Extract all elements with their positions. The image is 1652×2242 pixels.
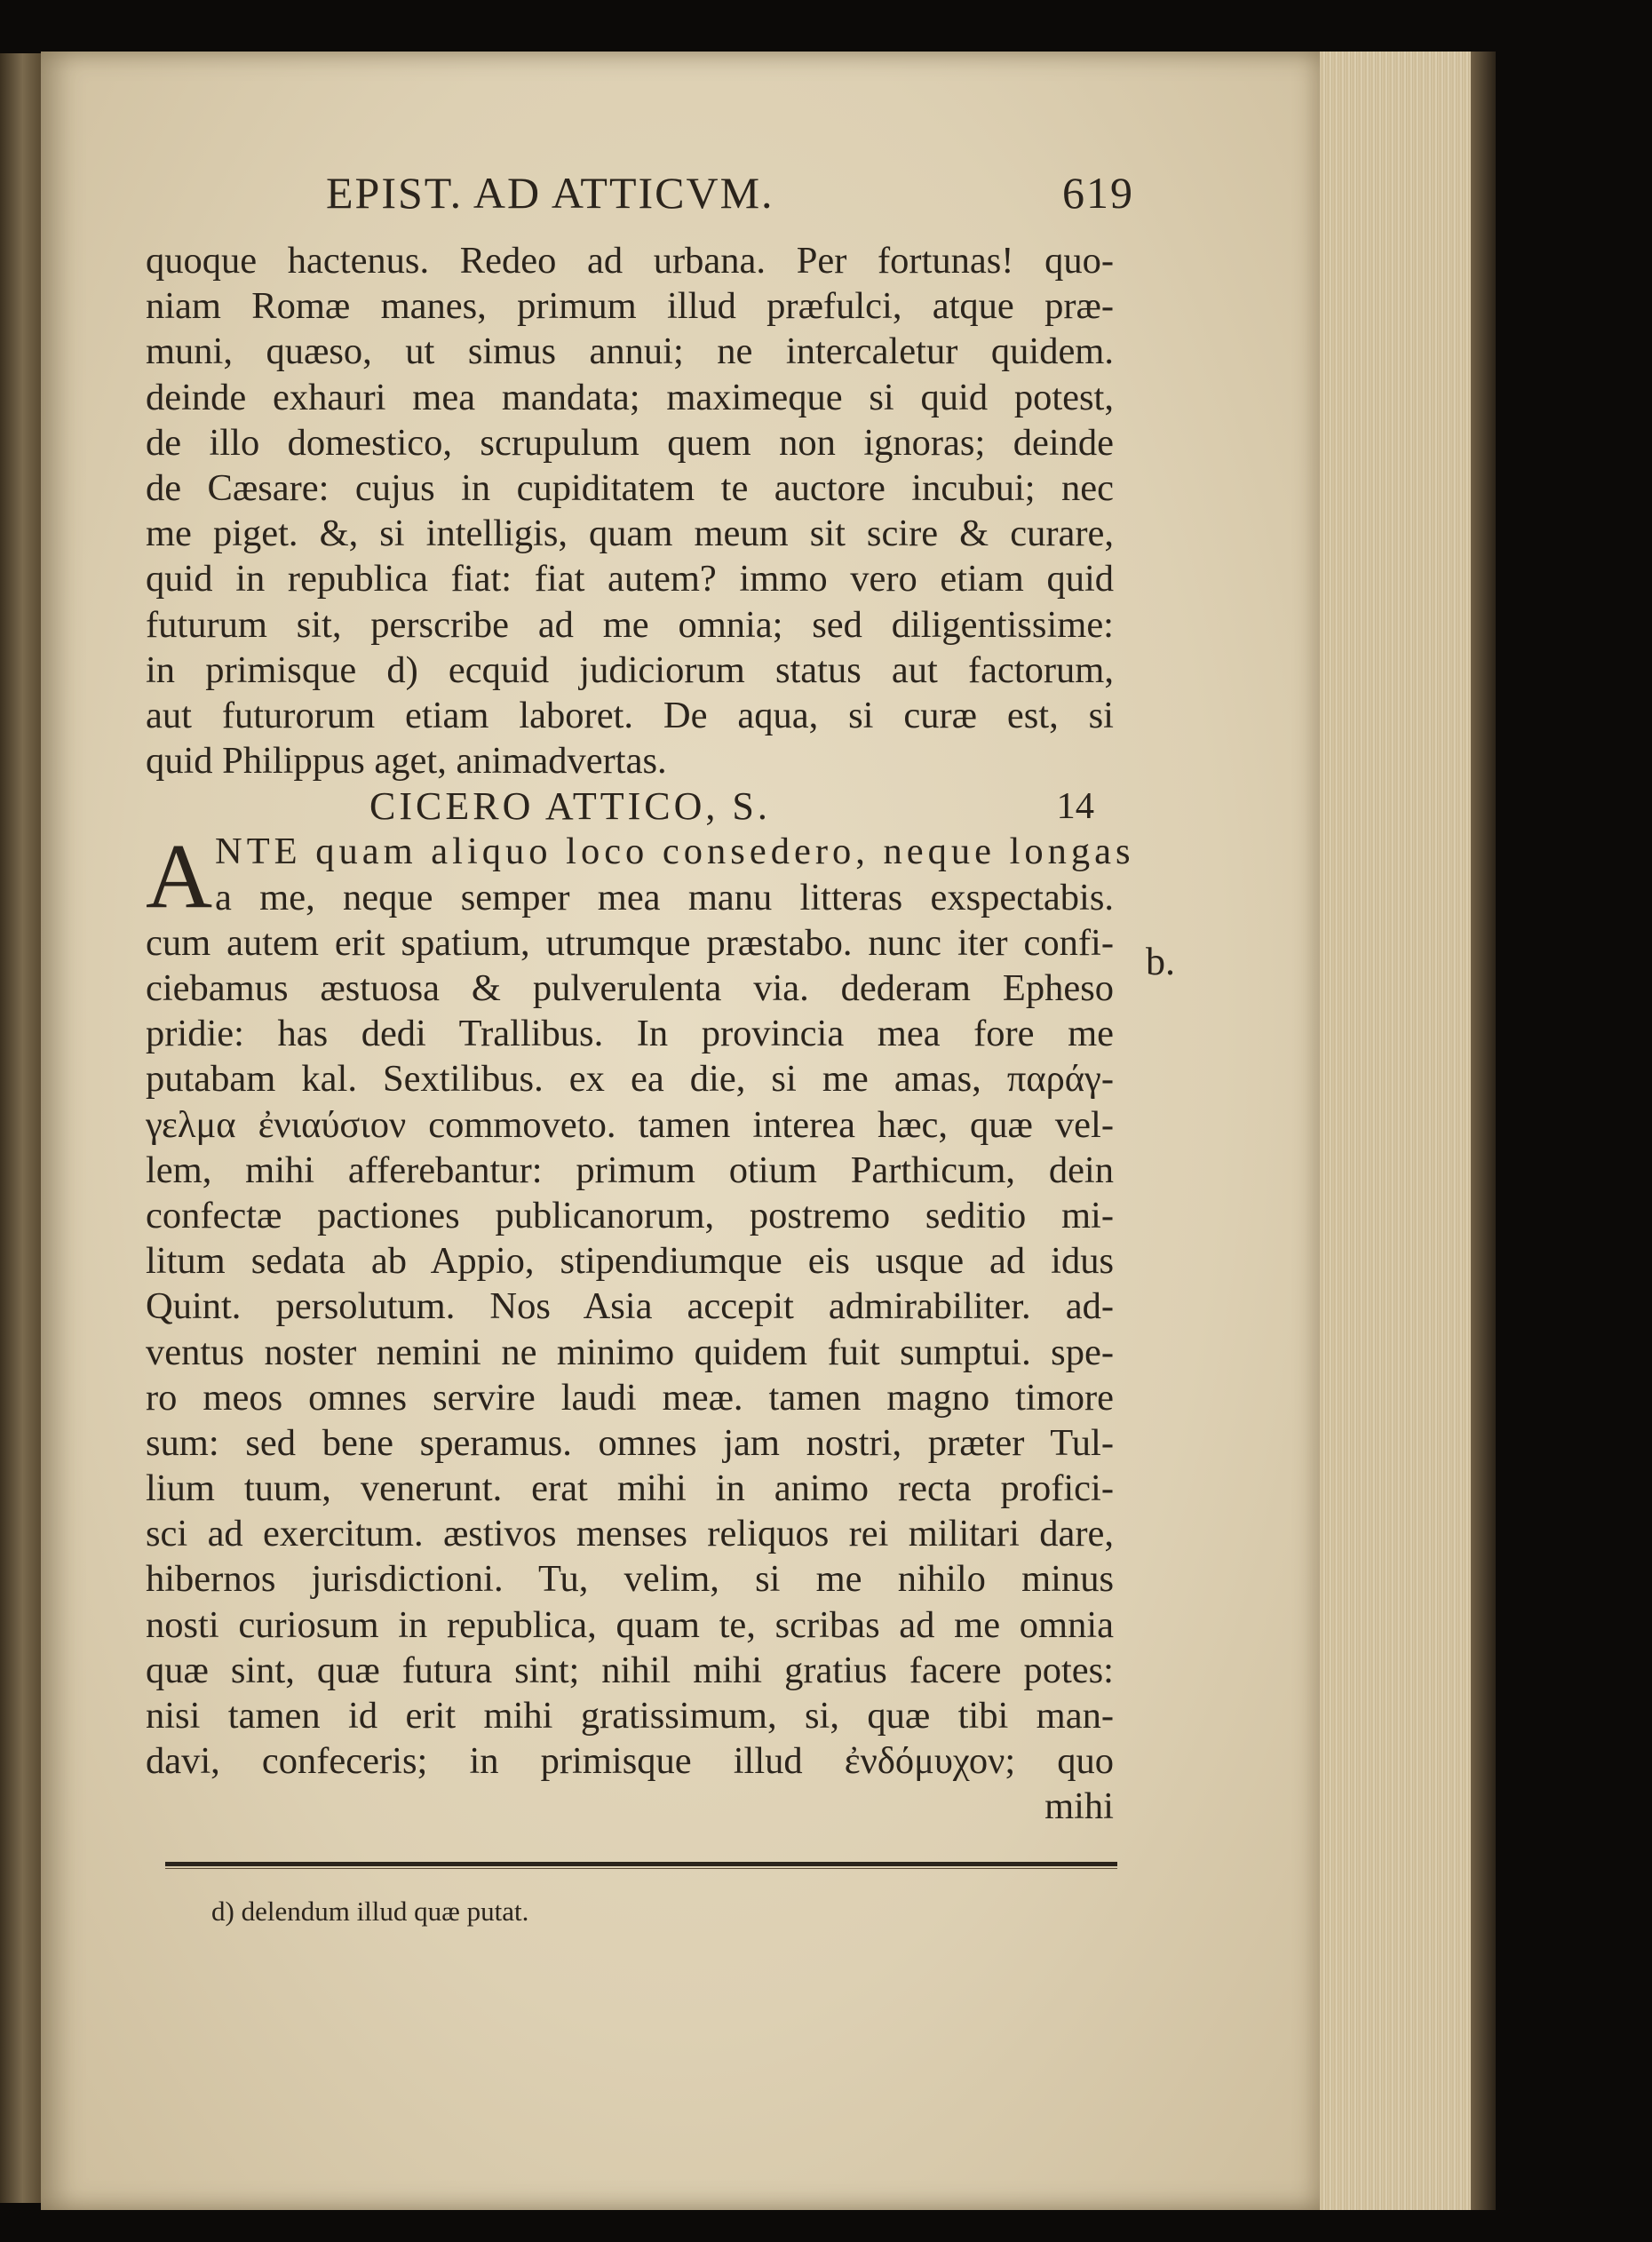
text-line: litum sedata ab Appio, stipendiumque eis usque ad idus: [146, 1240, 1114, 1283]
text-line: lem, mihi afferebantur: primum otium Parthicum, dein: [146, 1149, 1114, 1191]
text-line: cum autem erit spatium, utrumque præstabo. nunc iter confi-: [146, 921, 1114, 964]
running-head: [326, 167, 1134, 220]
text-line: nisi tamen id erit mihi gratissimum, si, quæ tibi man-: [146, 1695, 1114, 1737]
letter-number: 14: [1056, 785, 1094, 828]
text-line: aut futurorum etiam laboret. De aqua, si curæ est, si: [146, 694, 1114, 736]
text-line: in primisque d) ecquid judiciorum status aut factorum,: [146, 648, 1114, 691]
body-text: [146, 238, 1135, 1830]
text-line: lium tuum, venerunt. erat mihi in animo recta profici-: [146, 1467, 1114, 1510]
text-line: nosti curiosum in republica, quam te, scribas ad me omnia: [146, 1603, 1114, 1646]
text-line: a me, neque semper mea manu litteras exspectabis.: [215, 876, 1114, 918]
text-line: putabam kal. Sextilibus. ex ea die, si me amas, παράγ-: [146, 1058, 1114, 1101]
text-line: davi, confeceris; in primisque illud ἐνδόμυχον; quo: [146, 1740, 1114, 1783]
left-page-edge: [0, 53, 41, 2203]
running-head-title: EPIST. AD ATTICVM.: [326, 168, 774, 218]
text-line: sci ad exercitum. æstivos menses reliquos rei militari dare,: [146, 1513, 1114, 1555]
footnote-rule-thin: [165, 1868, 1117, 1869]
text-line: deinde exhauri mea mandata; maximeque si quid potest,: [146, 376, 1114, 418]
text-line: ro meos omnes servire laudi meæ. tamen magno timore: [146, 1376, 1114, 1419]
text-line: confectæ pactiones publicanorum, postremo seditio mi-: [146, 1194, 1114, 1236]
text-line: niam Romæ manes, primum illud præfulci, atque præ-: [146, 285, 1114, 328]
letter-heading-title: CICERO ATTICO, S.: [369, 784, 771, 829]
text-line: quid in republica fiat: fiat autem? immo vero etiam quid: [146, 558, 1114, 600]
text-line: de illo domestico, scrupulum quem non ignoras; deinde: [146, 421, 1114, 464]
text-line: Quint. persolutum. Nos Asia accepit admirabiliter. ad-: [146, 1285, 1114, 1328]
text-line: quæ sint, quæ futura sint; nihil mihi gratius facere potes:: [146, 1649, 1114, 1691]
text-line: me piget. &, si intelligis, quam meum sit scire & curare,: [146, 513, 1114, 555]
catchword: mihi: [1044, 1785, 1114, 1828]
text-line: pridie: has dedi Trallibus. In provincia mea fore me: [146, 1013, 1114, 1055]
text-line: quoque hactenus. Redeo ad urbana. Per fortunas! quo-: [146, 240, 1114, 282]
letter-heading: [146, 783, 1114, 829]
text-line: de Cæsare: cujus in cupiditatem te auctore incubui; nec: [146, 466, 1114, 509]
first-line-text: NTE quam aliquo loco consedero, neque longas: [215, 831, 1135, 873]
text-line: ciebamus æstuosa & pulverulenta via. dederam Epheso: [146, 967, 1114, 1009]
page-block-shadow: [1471, 52, 1496, 2210]
text-line: γελμα ἐνιαύσιον commoveto. tamen interea hæc, quæ vel-: [146, 1103, 1114, 1146]
footnote-rule: [165, 1862, 1117, 1866]
text-line: ventus noster nemini ne minimo quidem fuit sumptui. spe-: [146, 1331, 1114, 1373]
footnote: d) delendum illud quæ putat.: [211, 1896, 529, 1927]
text-line: hibernos jurisdictioni. Tu, velim, si me nihilo minus: [146, 1558, 1114, 1601]
drop-capital: A: [146, 825, 218, 928]
page-block-edges: [1320, 52, 1471, 2210]
text-line: quid Philippus aget, animadvertas.: [146, 740, 667, 783]
margin-note: b.: [1146, 940, 1175, 983]
text-line: sum: sed bene speramus. omnes jam nostri, præter Tul-: [146, 1421, 1114, 1464]
text-line: futurum sit, perscribe ad me omnia; sed diligentissime:: [146, 603, 1114, 646]
page-number: 619: [1062, 168, 1134, 218]
text-line: muni, quæso, ut simus annui; ne intercaletur quidem.: [146, 330, 1114, 373]
